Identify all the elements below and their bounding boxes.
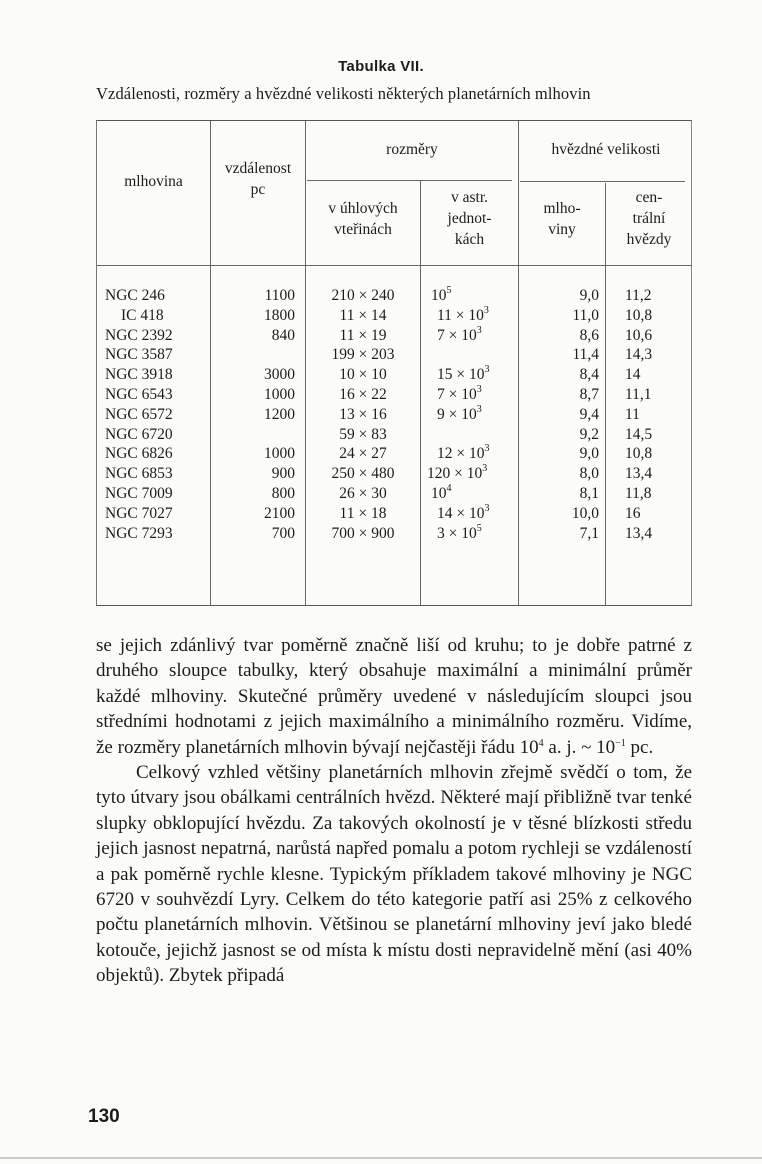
cell-central-mag: 11,8	[625, 484, 652, 502]
header-nebula: mlhovina	[124, 173, 183, 190]
header-nebula-mag-line: mlho-	[543, 200, 581, 217]
cell-nebula-mag: 8,6	[579, 326, 599, 344]
cell-central-mag: 16	[625, 504, 641, 522]
au-exponent: 4	[446, 482, 452, 494]
cell-nebula: NGC 7293	[105, 524, 173, 542]
cell-nebula: NGC 6720	[105, 425, 173, 443]
au-value: 10	[431, 484, 447, 502]
cell-central-mag: 14,5	[625, 425, 653, 443]
au-exponent: 5	[476, 522, 482, 534]
cell-nebula: NGC 246	[105, 287, 165, 304]
page-edge	[0, 1157, 762, 1159]
cell-distance: 1000	[264, 385, 295, 403]
cell-central-mag: 11,1	[625, 385, 652, 403]
cell-nebula-mag: 11,0	[572, 306, 599, 324]
divider	[307, 180, 512, 181]
cell-nebula: NGC 3918	[105, 366, 173, 384]
header-central-line: cen-	[635, 189, 663, 206]
header-au-line: jednot-	[447, 210, 492, 227]
cell-angular: 210 × 240	[331, 287, 395, 304]
cell-au	[427, 405, 525, 425]
cell-nebula: NGC 6853	[105, 465, 173, 483]
divider	[520, 181, 685, 182]
au-value: 3 × 10	[437, 524, 477, 542]
au-value: 7 × 10	[437, 326, 477, 344]
header-nebula-mag-line: viny	[548, 221, 576, 238]
cell-distance: 840	[271, 326, 295, 344]
header-distance	[211, 158, 305, 200]
column-distance	[211, 286, 295, 543]
cell-nebula-mag: 7,1	[579, 524, 599, 542]
header-central-line: trální	[632, 210, 666, 227]
cell-au	[427, 524, 525, 544]
cell-angular: 11 × 14	[339, 306, 387, 324]
cell-au	[427, 444, 525, 464]
exponent: −1	[615, 737, 626, 749]
cell-au	[427, 425, 525, 445]
au-exponent: 3	[476, 383, 482, 395]
au-exponent: 3	[484, 502, 490, 514]
au-value: 12 × 10	[437, 445, 485, 463]
header-au-line: v astr.	[450, 189, 489, 206]
cell-nebula-mag: 8,0	[579, 465, 599, 483]
cell-central-mag: 10,6	[625, 326, 653, 344]
paragraph	[96, 633, 692, 760]
header-magnitudes: hvězdné velikosti	[551, 141, 661, 158]
cell-au	[427, 326, 525, 346]
cell-nebula: NGC 6543	[105, 385, 173, 403]
page-number: 130	[88, 1106, 120, 1127]
au-exponent: 3	[482, 463, 488, 475]
table-title: Tabulka VII.	[338, 58, 424, 75]
paragraph: Celkový vzhled většiny planetárních mlhovin zřejmě svědčí o tom, že tyto útvary jsou obálkami centrálních hvězd. Některé mají přibližně tvar tenké slupky obklopující hvězdu. Za takových okolností je v těsné blízkosti středu jejich jasnost nepatrná, narůstá napřed pomalu a potom rychleji se vzdáleností a pak poměrně rychle klesne. Typickým příkladem takové mlhoviny je NGC 6720 v souhvězdí Lyry. Celkem do této kategorie patří asi 25% z celkového počtu planetárních mlhovin. Většinou se planetární mlhoviny jeví jako bledé kotouče, jejichž jasnost se od místa k místu dosti nepravidelně mění (asi 40% objektů). Zbytek připadá	[96, 762, 692, 987]
cell-distance	[211, 345, 295, 365]
cell-au	[427, 484, 525, 504]
cell-au	[427, 504, 525, 524]
header-au	[421, 187, 518, 250]
cell-nebula: NGC 3587	[105, 346, 173, 364]
divider	[305, 121, 306, 606]
cell-distance	[211, 425, 295, 445]
au-value: 10	[431, 287, 447, 304]
cell-au	[427, 306, 525, 326]
cell-au	[427, 464, 525, 484]
cell-distance: 1200	[264, 405, 295, 423]
au-exponent: 5	[446, 285, 452, 296]
cell-nebula-mag: 8,7	[579, 385, 599, 403]
cell-distance: 800	[271, 484, 295, 502]
column-angular	[307, 286, 419, 543]
au-value: 120 × 10	[427, 465, 483, 483]
header-angular-line: vteřinách	[334, 221, 392, 238]
cell-distance: 1800	[264, 306, 295, 324]
cell-nebula: NGC 6826	[105, 445, 173, 463]
cell-distance: 2100	[264, 504, 295, 522]
au-value: 15 × 10	[437, 366, 485, 384]
cell-angular: 199 × 203	[331, 346, 395, 364]
cell-central-mag: 10,8	[625, 445, 653, 463]
header-angular	[306, 198, 420, 240]
cell-central-mag: 11	[625, 405, 640, 423]
column-central-mag	[625, 286, 685, 543]
header-au-line: kách	[454, 231, 485, 248]
paragraph-text: se jejich zdánlivý tvar poměrně značně liší od kruhu; to je dobře patrné z druhého sloupce tabulky, který obsahuje maximální a minimální průměr každé mlhoviny. Skutečné průměry uvedené v následujícím sloupci jsou středními hodnotami z jejich maximálního a minimálního rozměru. Vidíme, že rozměry planetárních mlhovin bývají nejčastěji řádu 10	[96, 635, 692, 758]
cell-nebula-mag: 8,1	[579, 484, 599, 502]
header-angular-line: v úhlových	[328, 200, 398, 217]
au-value: 11 × 10	[437, 306, 484, 324]
cell-nebula-mag: 10,0	[571, 504, 599, 522]
cell-central-mag: 11,2	[625, 287, 652, 304]
cell-au	[427, 345, 525, 365]
au-value: 7 × 10	[437, 385, 477, 403]
exponent: 4	[538, 737, 544, 749]
header-distance-line: vzdálenost	[224, 160, 292, 177]
cell-nebula-mag: 9,0	[579, 287, 599, 304]
cell-distance: 900	[271, 465, 295, 483]
cell-nebula-mag: 8,4	[579, 366, 599, 384]
paragraph-text: pc.	[625, 736, 654, 758]
body-text	[96, 633, 692, 989]
cell-angular: 26 × 30	[339, 484, 387, 502]
cell-central-mag: 13,4	[625, 465, 653, 483]
header-dimensions: rozměry	[386, 141, 438, 158]
cell-distance: 1000	[264, 445, 295, 463]
au-exponent: 3	[476, 403, 482, 415]
cell-nebula: NGC 7027	[105, 504, 173, 522]
header-central-line: hvězdy	[626, 231, 672, 248]
cell-central-mag: 10,8	[625, 306, 653, 324]
cell-distance: 3000	[264, 366, 295, 384]
divider	[97, 265, 692, 266]
cell-angular: 11 × 19	[339, 326, 387, 344]
header-central-mag	[606, 187, 692, 250]
cell-au	[427, 365, 525, 385]
column-nebula-mag	[527, 286, 599, 543]
cell-angular: 59 × 83	[339, 425, 387, 443]
cell-nebula: NGC 6572	[105, 405, 173, 423]
cell-distance: 1100	[264, 287, 295, 304]
column-nebula	[105, 286, 205, 543]
cell-au	[427, 286, 525, 306]
cell-central-mag: 14,3	[625, 346, 653, 364]
cell-nebula-mag: 9,2	[579, 425, 599, 443]
cell-angular: 700 × 900	[331, 524, 395, 542]
au-exponent: 3	[476, 324, 482, 336]
cell-central-mag: 13,4	[625, 524, 653, 542]
cell-angular: 16 × 22	[339, 385, 387, 403]
paragraph-text: a. j. ~ 10	[543, 736, 616, 758]
au-exponent: 3	[483, 304, 489, 316]
cell-distance: 700	[271, 524, 295, 542]
cell-nebula: NGC 2392	[105, 326, 173, 344]
au-exponent: 3	[484, 364, 490, 376]
au-value: 14 × 10	[437, 504, 485, 522]
cell-nebula-mag: 9,0	[579, 445, 599, 463]
header-nebula-mag	[519, 198, 605, 240]
cell-angular: 10 × 10	[339, 366, 387, 384]
cell-nebula: NGC 7009	[105, 484, 173, 502]
cell-angular: 24 × 27	[339, 445, 387, 463]
cell-central-mag: 14	[625, 366, 641, 384]
au-value: 9 × 10	[437, 405, 477, 423]
cell-nebula: IC 418	[121, 306, 164, 324]
table-caption: Vzdálenosti, rozměry a hvězdné velikosti některých planetárních mlhovin	[96, 84, 591, 103]
header-distance-unit: pc	[250, 181, 266, 198]
cell-angular: 13 × 16	[339, 405, 387, 423]
column-au	[427, 286, 525, 543]
cell-angular: 250 × 480	[331, 465, 395, 483]
cell-angular: 11 × 18	[339, 504, 387, 522]
nebulae-table	[96, 120, 692, 606]
cell-au	[427, 385, 525, 405]
cell-nebula-mag: 11,4	[572, 346, 599, 364]
au-exponent: 3	[484, 443, 490, 455]
cell-nebula-mag: 9,4	[579, 405, 599, 423]
